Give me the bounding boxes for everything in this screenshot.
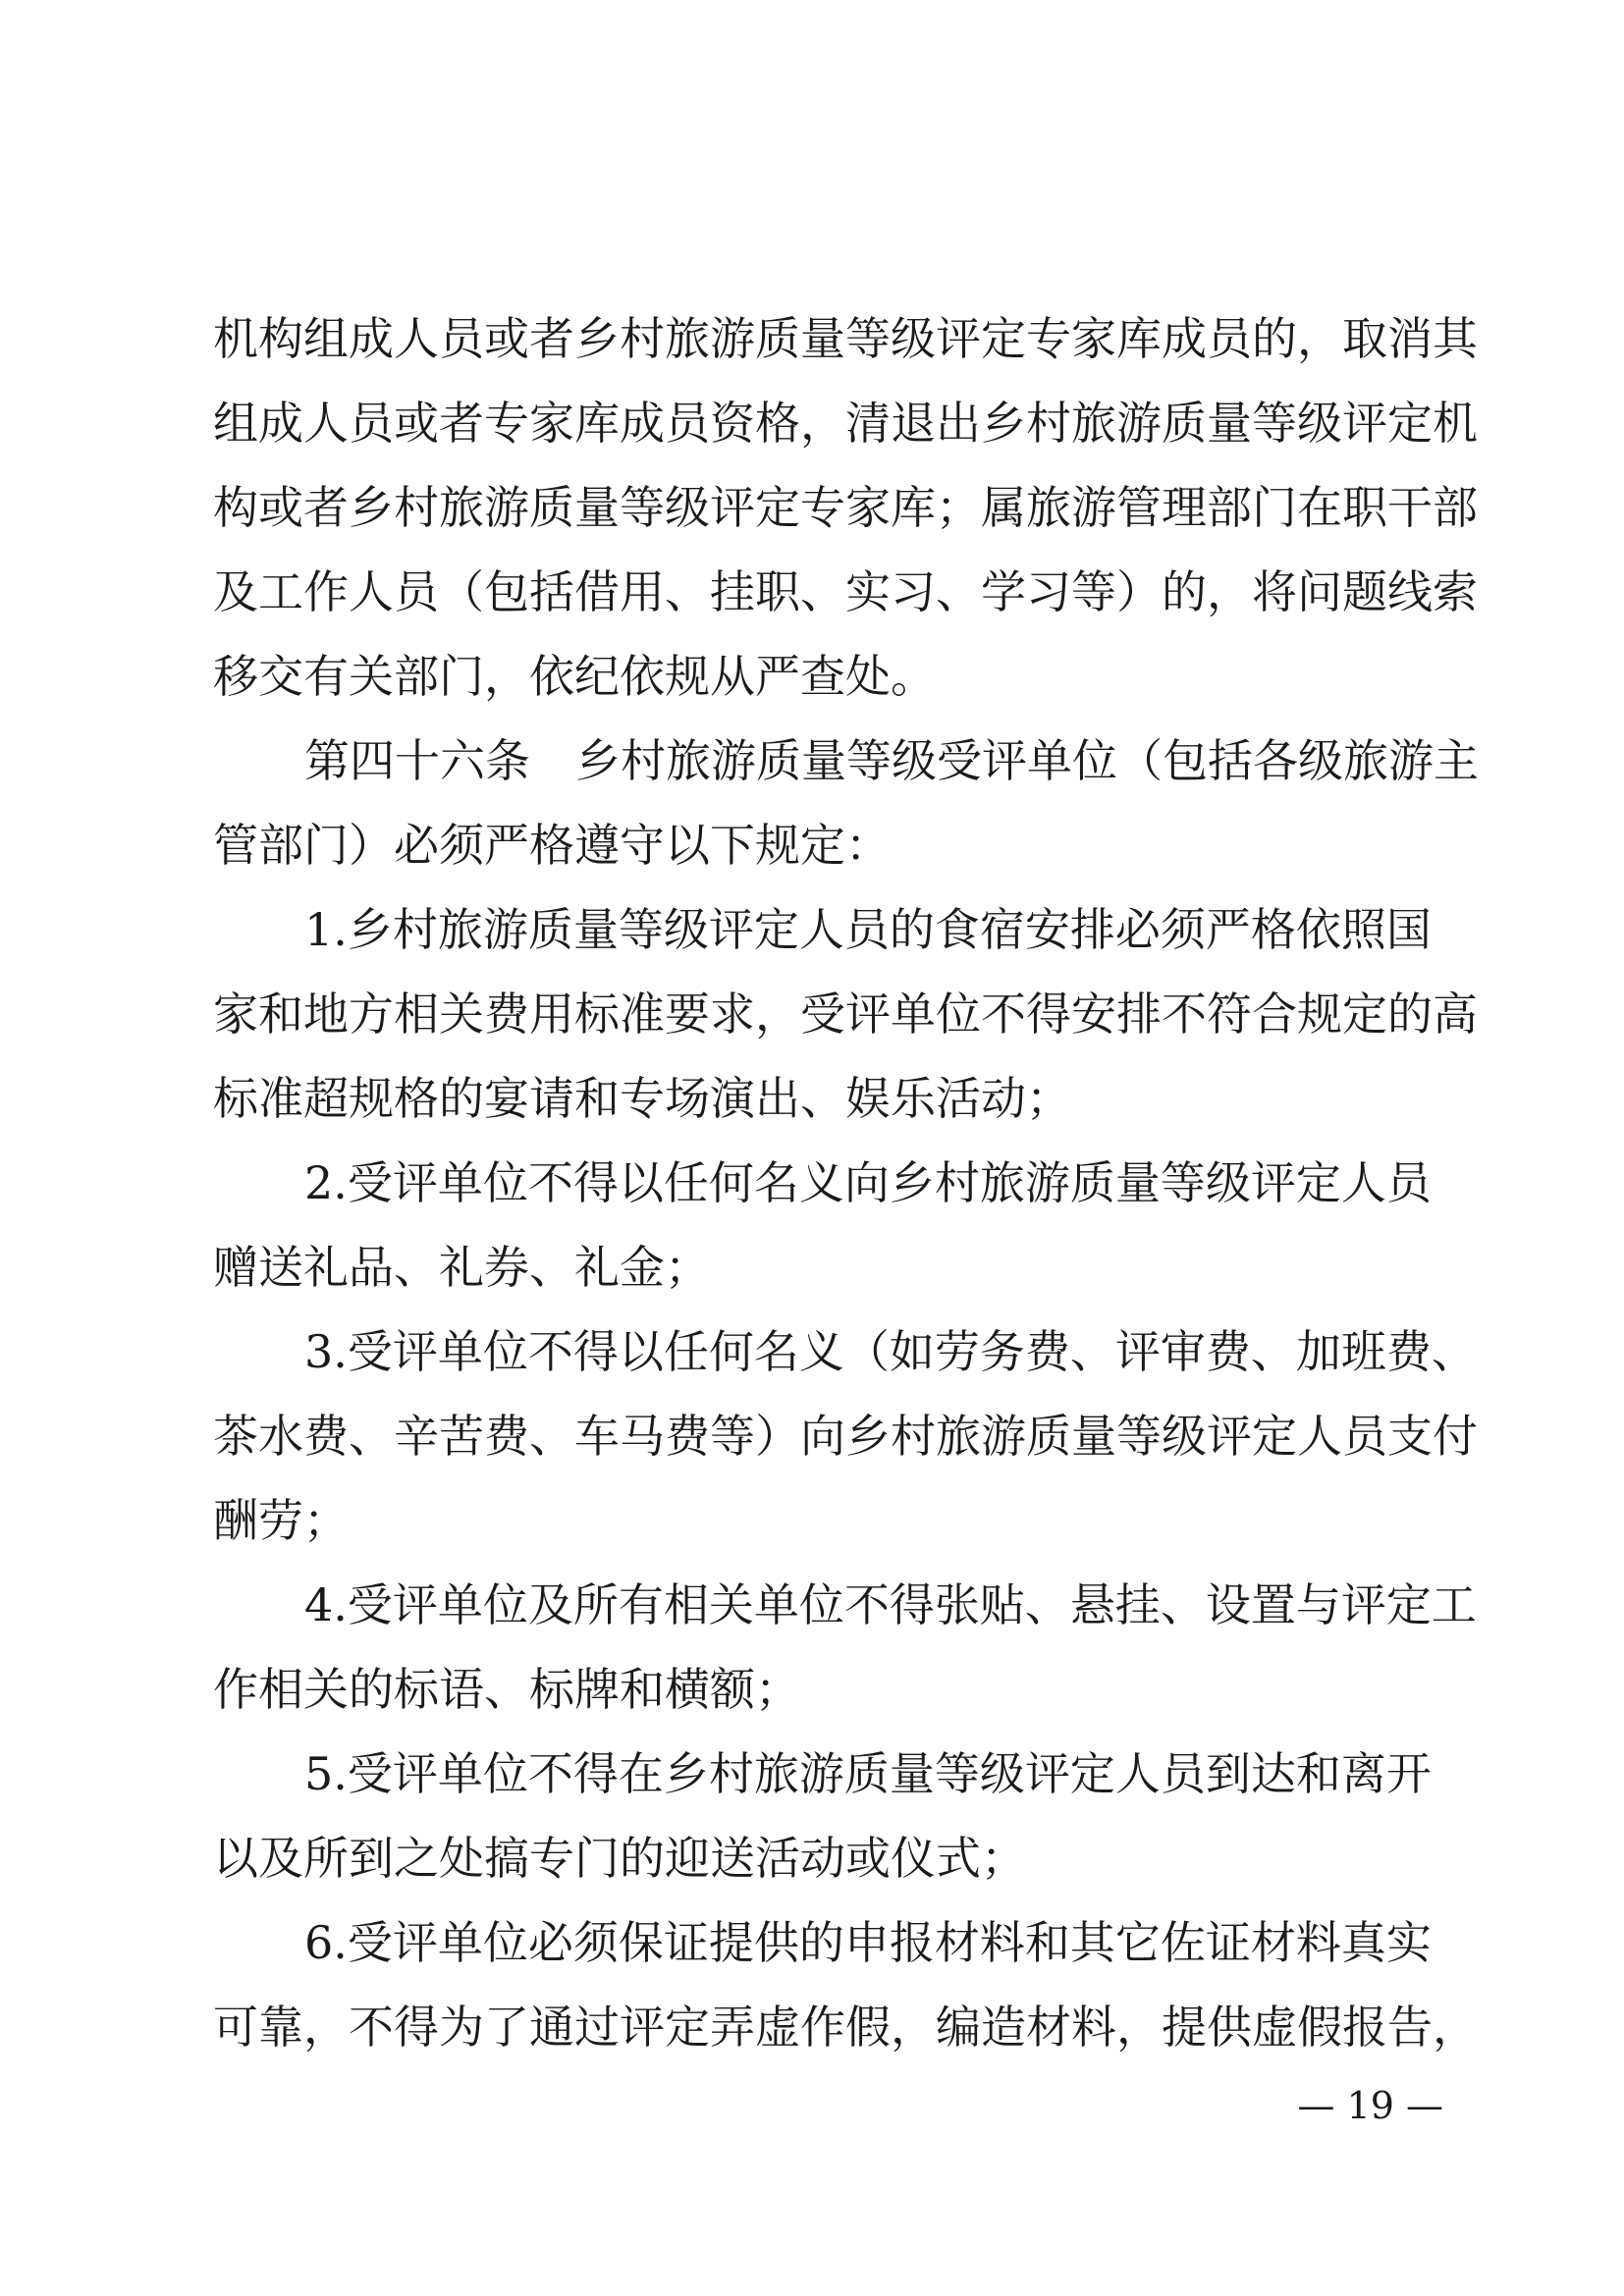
list-item-line: 4.受评单位及所有相关单位不得张贴、悬挂、设置与评定工	[304, 1578, 1477, 1631]
text-line: 以及所到之处搞专门的迎送活动或仪式；	[213, 1832, 1026, 1885]
text-line: 可靠，不得为了通过评定弄虚作假，编造材料，提供虚假报告，	[213, 2001, 1478, 2054]
text-line: 赠送礼品、礼券、礼金；	[213, 1241, 710, 1294]
list-item-line: 2.受评单位不得以任何名义向乡村旅游质量等级评定人员	[304, 1156, 1432, 1209]
text-line: 构或者乡村旅游质量等级评定专家库；属旅游管理部门在职干部	[213, 481, 1478, 534]
text-line: 家和地方相关费用标准要求，受评单位不得安排不符合规定的高	[213, 988, 1478, 1041]
text-line: 酬劳；	[213, 1494, 349, 1547]
text-line: 及工作人员（包括借用、挂职、实习、学习等）的，将问题线索	[213, 565, 1478, 618]
list-item-line: 3.受评单位不得以任何名义（如劳务费、评审费、加班费、	[304, 1325, 1477, 1378]
list-item-line: 1.乡村旅游质量等级评定人员的食宿安排必须严格依照国	[304, 903, 1432, 956]
text-line: 作相关的标语、标牌和横额；	[213, 1663, 800, 1716]
text-line: 标准超规格的宴请和专场演出、娱乐活动；	[213, 1072, 1071, 1125]
text-line: 移交有关部门，依纪依规从严查处。	[213, 650, 936, 703]
text-line: 管部门）必须严格遵守以下规定：	[213, 819, 891, 872]
text-line: 茶水费、辛苦费、车马费等）向乡村旅游质量等级评定人员支付	[213, 1410, 1478, 1463]
text-line: 机构组成人员或者乡村旅游质量等级评定专家库成员的，取消其	[213, 312, 1478, 365]
list-item-line: 5.受评单位不得在乡村旅游质量等级评定人员到达和离开	[304, 1747, 1432, 1800]
article-heading-line: 第四十六条 乡村旅游质量等级受评单位（包括各级旅游主	[304, 734, 1479, 787]
page-number: — 19 —	[1297, 2084, 1443, 2127]
list-item-line: 6.受评单位必须保证提供的申报材料和其它佐证材料真实	[304, 1916, 1432, 1969]
text-line: 组成人员或者专家库成员资格，清退出乡村旅游质量等级评定机	[213, 397, 1478, 450]
